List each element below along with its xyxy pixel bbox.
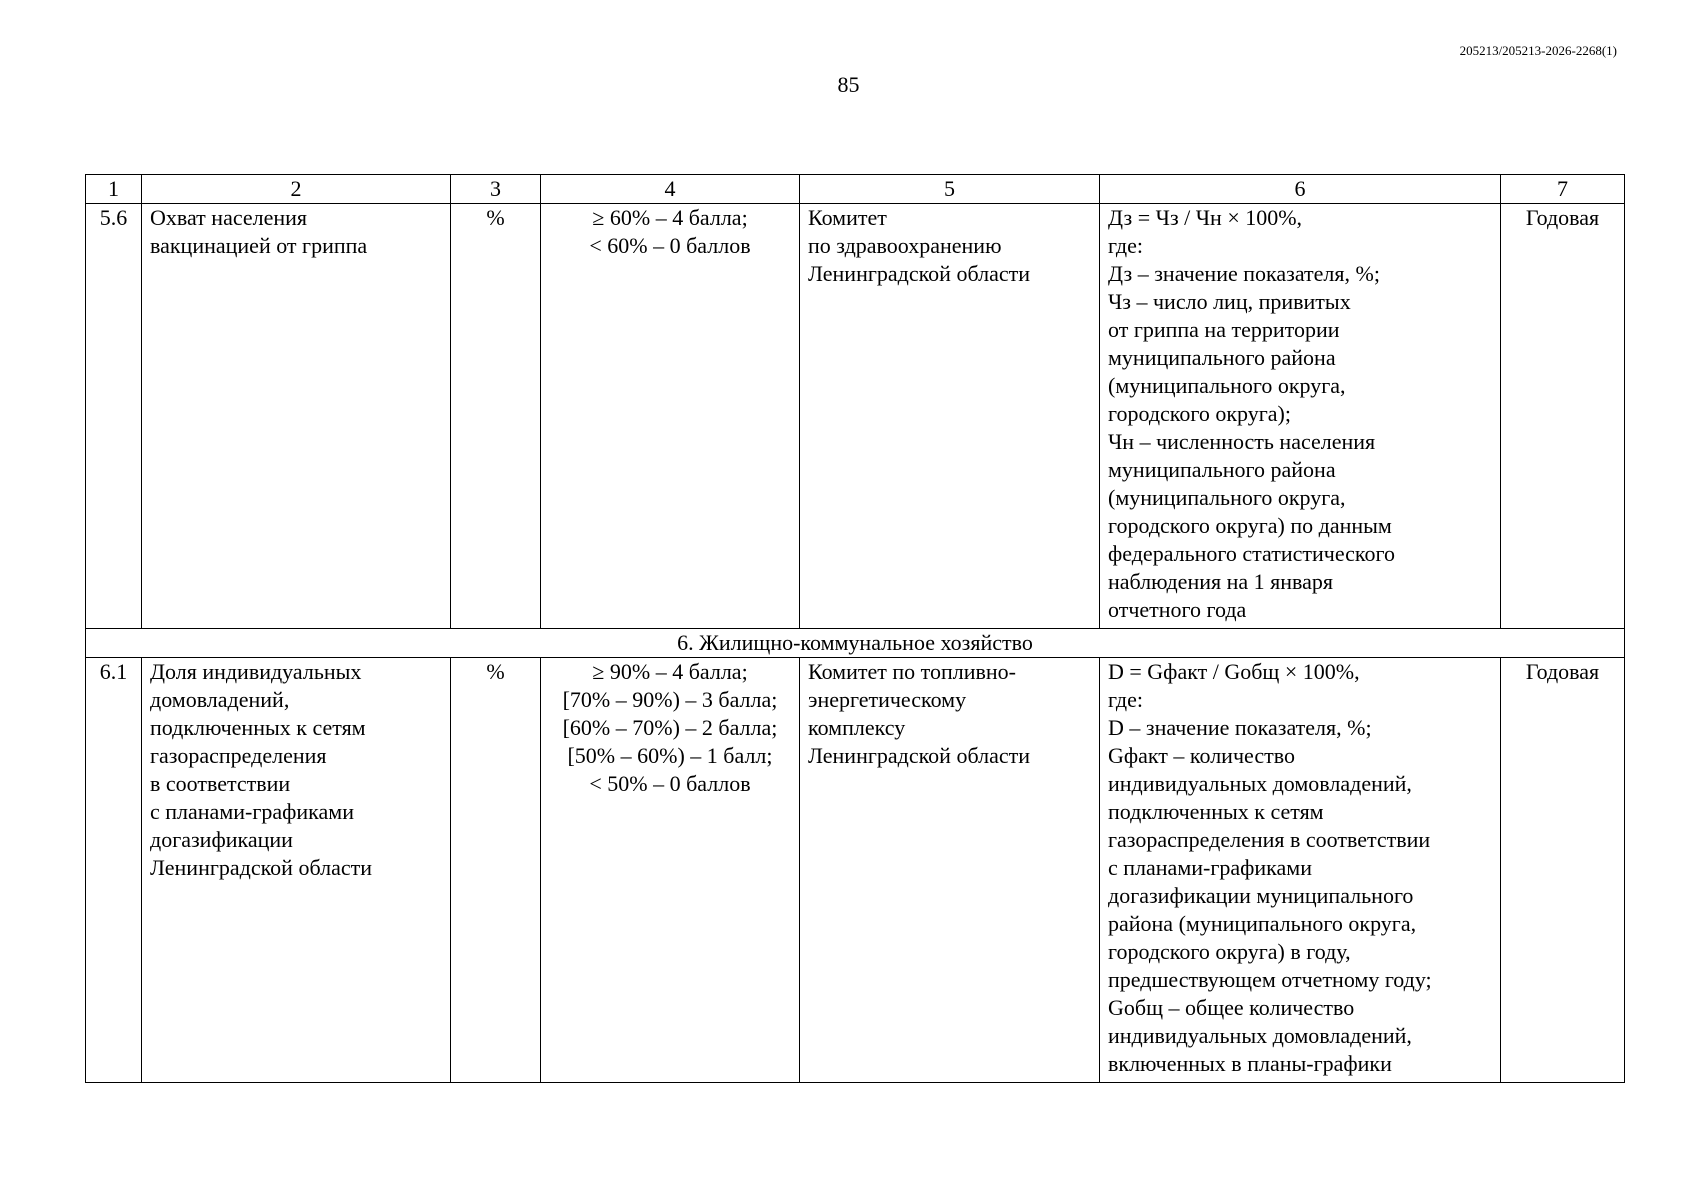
formula-cell xyxy=(1100,204,1501,629)
formula-line: Дз = Чз / Чн × 100%, xyxy=(1108,205,1303,230)
source-line: Комитет по топливно- xyxy=(808,659,1016,684)
source-cell xyxy=(800,658,1100,1083)
score-line: [60% – 70%) – 2 балла; xyxy=(562,715,778,740)
formula-line: (муниципального округа, xyxy=(1108,485,1346,510)
row-number: 6.1 xyxy=(86,658,142,1083)
formula-line: D – значение показателя, %; xyxy=(1108,715,1372,740)
column-header-1: 1 xyxy=(86,175,142,204)
formula-line: где: xyxy=(1108,233,1143,258)
formula-cell xyxy=(1100,658,1501,1083)
formula-line: подключенных к сетям xyxy=(1108,799,1324,824)
formula-line: Дз – значение показателя, %; xyxy=(1108,261,1380,286)
formula-line: федерального статистического xyxy=(1108,541,1395,566)
formula-line: Gобщ – общее количество xyxy=(1108,995,1355,1020)
section-row xyxy=(86,629,1625,658)
formula-line: (муниципального округа, xyxy=(1108,373,1346,398)
formula-line: наблюдения на 1 января xyxy=(1108,569,1334,594)
indicator-name xyxy=(142,204,451,629)
score-line: < 60% – 0 баллов xyxy=(589,233,751,258)
document-id: 205213/205213-2026-2268(1) xyxy=(1459,43,1617,58)
column-number-row xyxy=(86,175,1625,204)
formula-line: газораспределения в соответствии xyxy=(1108,827,1431,852)
formula-line: индивидуальных домовладений, xyxy=(1108,771,1412,796)
column-header-5: 5 xyxy=(800,175,1100,204)
scores-cell xyxy=(541,204,800,629)
indicator-name-line: с планами-графиками xyxy=(150,799,354,824)
indicators-table xyxy=(85,174,1625,1083)
page-number: 85 xyxy=(837,72,860,97)
score-line: ≥ 90% – 4 балла; xyxy=(592,659,748,684)
source-line: Ленинградской области xyxy=(808,743,1030,768)
indicator-name-line: Доля индивидуальных xyxy=(150,659,362,684)
row-number: 5.6 xyxy=(86,204,142,629)
formula-line: отчетного года xyxy=(1108,597,1247,622)
section-title: 6. Жилищно-коммунальное хозяйство xyxy=(86,629,1625,658)
formula-line: района (муниципального округа, xyxy=(1108,911,1417,936)
period-cell: Годовая xyxy=(1501,204,1625,629)
formula-line: муниципального района xyxy=(1108,345,1336,370)
indicator-name-line: Ленинградской области xyxy=(150,855,372,880)
formula-line: Gфакт – количество xyxy=(1108,743,1295,768)
score-line: [50% – 60%) – 1 балл; xyxy=(567,743,773,768)
period-cell: Годовая xyxy=(1501,658,1625,1083)
indicator-name-line: Охват населения xyxy=(150,205,308,230)
column-header-6: 6 xyxy=(1100,175,1501,204)
formula-line: включенных в планы-графики xyxy=(1108,1051,1392,1076)
indicator-name-line: газораспределения xyxy=(150,743,327,768)
formula-line: от гриппа на территории xyxy=(1108,317,1340,342)
formula-line: индивидуальных домовладений, xyxy=(1108,1023,1412,1048)
indicator-name-line: в соответствии xyxy=(150,771,291,796)
indicator-name-line: догазификации xyxy=(150,827,293,852)
unit-cell: % xyxy=(451,204,541,629)
table-row-5-6 xyxy=(86,204,1625,629)
table-row-6-1 xyxy=(86,658,1625,1083)
formula-line: городского округа) в году, xyxy=(1108,939,1351,964)
source-line: по здравоохранению xyxy=(808,233,1002,258)
source-line: Комитет xyxy=(808,205,887,230)
unit-cell: % xyxy=(451,658,541,1083)
formula-line: догазификации муниципального xyxy=(1108,883,1414,908)
column-header-7: 7 xyxy=(1501,175,1625,204)
score-line: ≥ 60% – 4 балла; xyxy=(592,205,748,230)
source-cell xyxy=(800,204,1100,629)
source-line: комплексу xyxy=(808,715,906,740)
indicator-name-line: подключенных к сетям xyxy=(150,715,366,740)
indicator-name xyxy=(142,658,451,1083)
source-line: энергетическому xyxy=(808,687,967,712)
source-line: Ленинградской области xyxy=(808,261,1030,286)
column-header-3: 3 xyxy=(451,175,541,204)
indicator-name-line: домовладений, xyxy=(150,687,290,712)
formula-line: муниципального района xyxy=(1108,457,1336,482)
column-header-4: 4 xyxy=(541,175,800,204)
formula-line: Чз – число лиц, привитых xyxy=(1108,289,1351,314)
formula-line: Чн – численность населения xyxy=(1108,429,1376,454)
indicator-name-line: вакцинацией от гриппа xyxy=(150,233,368,258)
formula-line: D = Gфакт / Gобщ × 100%, xyxy=(1108,659,1360,684)
formula-line: предшествующем отчетному году; xyxy=(1108,967,1432,992)
formula-line: где: xyxy=(1108,687,1143,712)
formula-line: с планами-графиками xyxy=(1108,855,1312,880)
score-line: [70% – 90%) – 3 балла; xyxy=(562,687,778,712)
column-header-2: 2 xyxy=(142,175,451,204)
scores-cell xyxy=(541,658,800,1083)
formula-line: городского округа); xyxy=(1108,401,1291,426)
formula-line: городского округа) по данным xyxy=(1108,513,1392,538)
score-line: < 50% – 0 баллов xyxy=(589,771,751,796)
